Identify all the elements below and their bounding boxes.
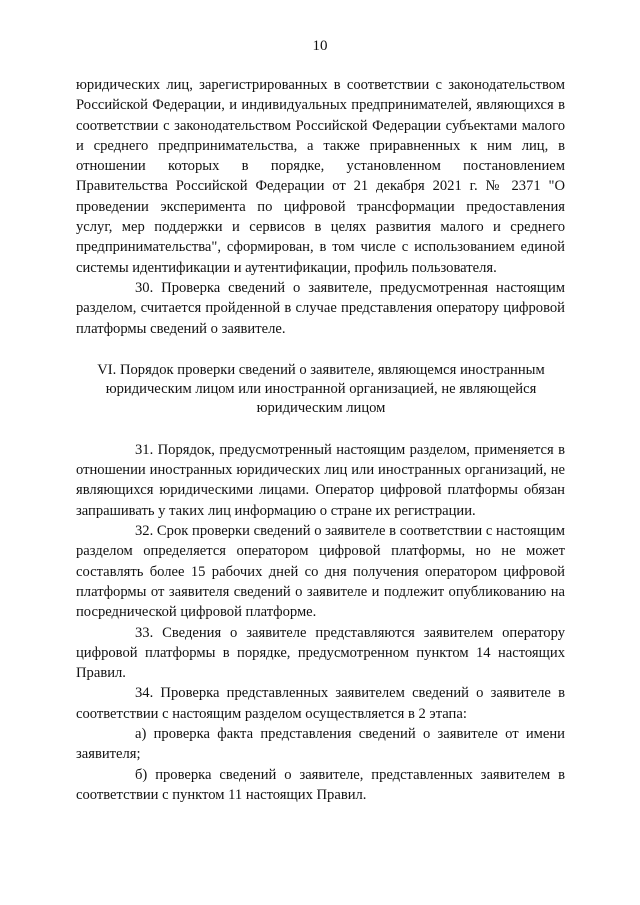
paragraph-continuation: юридических лиц, зарегистрированных в соответствии с законодательством Российской Федерации, и индивидуальных предпринимателей, являющихся в соответствии с законодательством Российской Федерации субъектами малого и среднего предпринимательства, а также приравненных к ним лиц, в отношении которых в порядке, установленном постановлением Правительства Российской Федерации от 21 декабря 2021 г. № 2371 "О проведении эксперимента по цифровой трансформации предоставления услуг, мер поддержки и сервисов в целях развития малого и среднего предпринимательства", сформирован, в том числе с использованием единой системы идентификации и аутентификации, профиль пользователя. bbox=[76, 77, 565, 276]
paragraph-31: 31. Порядок, предусмотренный настоящим разделом, применяется в отношении иностранных юридических лиц или иностранных организаций, не являющихся юридическими лицами. Оператор цифровой платформы обязан запрашивать у таких лиц информацию о стране их регистрации. bbox=[76, 441, 565, 519]
section-heading: VI. Порядок проверки сведений о заявителе, являющемся иностранным юридическим лицом или иностранной организацией, не являющейся юридическим лицом bbox=[97, 361, 545, 416]
document-body bbox=[76, 75, 565, 805]
page-number: 10 bbox=[312, 38, 328, 54]
paragraph-33: 33. Сведения о заявителе представляются заявителем оператору цифровой платформы в порядке, предусмотренном пунктом 14 настоящих Правил. bbox=[76, 624, 565, 682]
paragraph-34: 34. Проверка представленных заявителем сведений о заявителе в соответствии с настоящим разделом осуществляется в 2 этапа: bbox=[76, 685, 565, 722]
paragraph-30: 30. Проверка сведений о заявителе, предусмотренная настоящим разделом, считается пройденной в случае представления оператору цифровой платформы сведений о заявителе. bbox=[76, 279, 565, 337]
paragraph-34-a: а) проверка факта представления сведений о заявителе от имени заявителя; bbox=[76, 726, 565, 763]
paragraph-34-b: б) проверка сведений о заявителе, представленных заявителем в соответствии с пунктом 11 настоящих Правил. bbox=[76, 766, 565, 803]
paragraph-32: 32. Срок проверки сведений о заявителе в соответствии с настоящим разделом определяется оператором цифровой платформы, но не может составлять более 15 рабочих дней со дня получения оператором цифровой платформы от заявителя сведений о заявителе и подлежит опубликованию на посреднической цифровой платформе. bbox=[76, 523, 565, 621]
